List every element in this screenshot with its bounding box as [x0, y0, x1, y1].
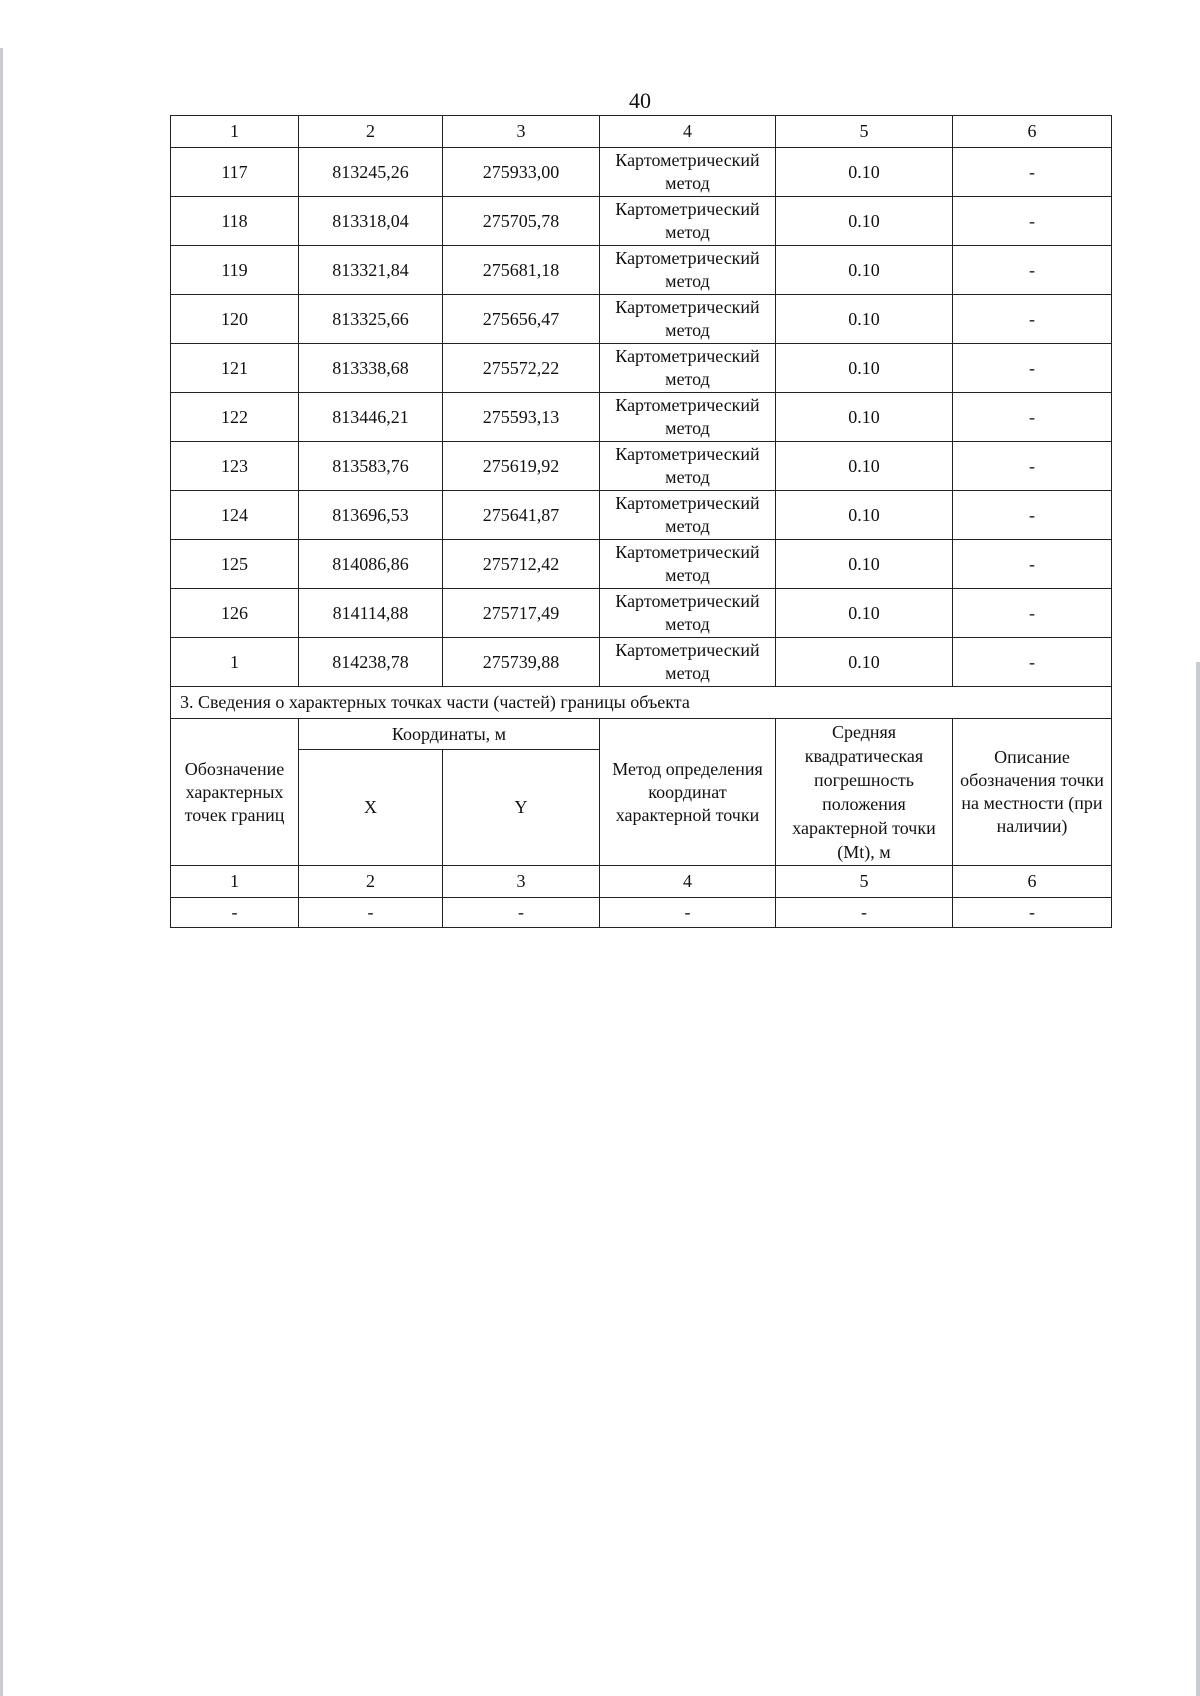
header-coordinates: Координаты, м — [299, 719, 600, 750]
point-number-cell: 121 — [171, 344, 299, 393]
column-number: 1 — [171, 866, 299, 898]
description-cell: - — [953, 295, 1112, 344]
empty-cell: - — [171, 898, 299, 928]
table-row — [171, 393, 1112, 442]
error-cell: 0.10 — [776, 589, 953, 638]
x-coordinate-cell: 813446,21 — [299, 393, 443, 442]
empty-cell: - — [776, 898, 953, 928]
method-cell: Картометрический метод — [600, 295, 776, 344]
description-cell: - — [953, 638, 1112, 687]
table-row — [171, 197, 1112, 246]
description-cell: - — [953, 442, 1112, 491]
table-row — [171, 148, 1112, 197]
point-number-cell: 122 — [171, 393, 299, 442]
empty-cell: - — [299, 898, 443, 928]
x-coordinate-cell: 814238,78 — [299, 638, 443, 687]
column-number: 5 — [776, 866, 953, 898]
y-coordinate-cell: 275572,22 — [443, 344, 600, 393]
error-cell: 0.10 — [776, 246, 953, 295]
column-number: 4 — [600, 866, 776, 898]
y-coordinate-cell: 275717,49 — [443, 589, 600, 638]
y-coordinate-cell: 275705,78 — [443, 197, 600, 246]
column-number: 3 — [443, 116, 600, 148]
table-row — [171, 491, 1112, 540]
point-number-cell: 118 — [171, 197, 299, 246]
section3-title-row — [171, 687, 1112, 719]
table-row — [171, 344, 1112, 393]
column-number: 5 — [776, 116, 953, 148]
y-coordinate-cell: 275656,47 — [443, 295, 600, 344]
method-cell: Картометрический метод — [600, 442, 776, 491]
method-cell: Картометрический метод — [600, 148, 776, 197]
method-cell: Картометрический метод — [600, 589, 776, 638]
error-cell: 0.10 — [776, 638, 953, 687]
coordinates-table — [170, 115, 1112, 928]
point-number-cell: 117 — [171, 148, 299, 197]
y-coordinate-cell: 275712,42 — [443, 540, 600, 589]
description-cell: - — [953, 197, 1112, 246]
x-coordinate-cell: 814114,88 — [299, 589, 443, 638]
point-number-cell: 123 — [171, 442, 299, 491]
x-coordinate-cell: 813245,26 — [299, 148, 443, 197]
error-cell: 0.10 — [776, 295, 953, 344]
section3-title: 3. Сведения о характерных точках части (частей) границы объекта — [171, 687, 1112, 719]
header-method: Метод определения координат характерной точки — [600, 719, 776, 866]
y-coordinate-cell: 275933,00 — [443, 148, 600, 197]
table-row — [171, 540, 1112, 589]
scan-edge-right — [1196, 662, 1200, 1696]
point-number-cell: 120 — [171, 295, 299, 344]
y-coordinate-cell: 275739,88 — [443, 638, 600, 687]
section3-column-number-row — [171, 866, 1112, 898]
column-number: 6 — [953, 866, 1112, 898]
point-number-cell: 125 — [171, 540, 299, 589]
header-y: Y — [443, 750, 600, 866]
scan-edge-left — [0, 48, 3, 1696]
method-cell: Картометрический метод — [600, 197, 776, 246]
y-coordinate-cell: 275619,92 — [443, 442, 600, 491]
column-number-row — [171, 116, 1112, 148]
page-number: 40 — [629, 88, 651, 113]
x-coordinate-cell: 813325,66 — [299, 295, 443, 344]
column-number: 1 — [171, 116, 299, 148]
section3-empty-row — [171, 898, 1112, 928]
table-row — [171, 246, 1112, 295]
description-cell: - — [953, 344, 1112, 393]
section3-header-row — [171, 719, 1112, 750]
method-cell: Картометрический метод — [600, 638, 776, 687]
empty-cell: - — [600, 898, 776, 928]
x-coordinate-cell: 813583,76 — [299, 442, 443, 491]
method-cell: Картометрический метод — [600, 246, 776, 295]
description-cell: - — [953, 540, 1112, 589]
point-number-cell: 124 — [171, 491, 299, 540]
method-cell: Картометрический метод — [600, 344, 776, 393]
error-cell: 0.10 — [776, 393, 953, 442]
point-number-cell: 119 — [171, 246, 299, 295]
table-row — [171, 295, 1112, 344]
method-cell: Картометрический метод — [600, 393, 776, 442]
error-cell: 0.10 — [776, 197, 953, 246]
description-cell: - — [953, 491, 1112, 540]
empty-cell: - — [443, 898, 600, 928]
header-x: X — [299, 750, 443, 866]
point-number-cell: 1 — [171, 638, 299, 687]
x-coordinate-cell: 813318,04 — [299, 197, 443, 246]
header-designation: Обозначение характерных точек границ — [171, 719, 299, 866]
column-number: 2 — [299, 866, 443, 898]
method-cell: Картометрический метод — [600, 540, 776, 589]
error-cell: 0.10 — [776, 442, 953, 491]
table-row — [171, 589, 1112, 638]
error-cell: 0.10 — [776, 344, 953, 393]
header-description: Описание обозначения точки на местности (при наличии) — [953, 719, 1112, 866]
description-cell: - — [953, 148, 1112, 197]
x-coordinate-cell: 813338,68 — [299, 344, 443, 393]
table-row — [171, 442, 1112, 491]
point-number-cell: 126 — [171, 589, 299, 638]
empty-cell: - — [953, 898, 1112, 928]
description-cell: - — [953, 246, 1112, 295]
table-row — [171, 638, 1112, 687]
error-cell: 0.10 — [776, 491, 953, 540]
column-number: 6 — [953, 116, 1112, 148]
description-cell: - — [953, 589, 1112, 638]
header-error: Средняя квадратическая погрешность положения характерной точки (Mt), м — [776, 719, 953, 866]
column-number: 2 — [299, 116, 443, 148]
x-coordinate-cell: 814086,86 — [299, 540, 443, 589]
y-coordinate-cell: 275681,18 — [443, 246, 600, 295]
y-coordinate-cell: 275641,87 — [443, 491, 600, 540]
error-cell: 0.10 — [776, 148, 953, 197]
x-coordinate-cell: 813696,53 — [299, 491, 443, 540]
x-coordinate-cell: 813321,84 — [299, 246, 443, 295]
column-number: 4 — [600, 116, 776, 148]
description-cell: - — [953, 393, 1112, 442]
y-coordinate-cell: 275593,13 — [443, 393, 600, 442]
column-number: 3 — [443, 866, 600, 898]
error-cell: 0.10 — [776, 540, 953, 589]
method-cell: Картометрический метод — [600, 491, 776, 540]
